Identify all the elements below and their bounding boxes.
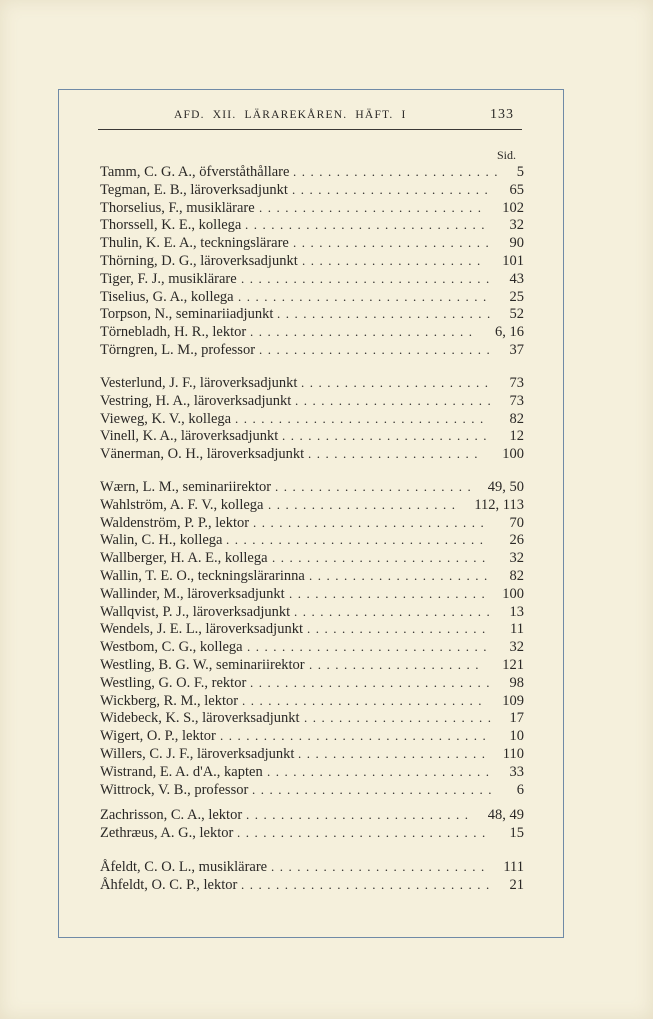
leader-dots: ....................... (293, 235, 495, 251)
entry-page: 102 (502, 199, 524, 216)
entry-name: Tegman, E. B., läroverksadjunkt (100, 181, 288, 198)
entry-page: 25 (509, 288, 524, 305)
entry-page: 6, 16 (495, 324, 524, 341)
index-entry (100, 199, 524, 217)
leader-dots: ..................... (302, 253, 486, 268)
entry-page: 73 (509, 392, 524, 409)
entry-name: Åfeldt, C. O. L., musiklärare (100, 859, 268, 875)
entry-page: 112, 113 (474, 496, 524, 513)
entry-name: Vestring, H. A., läroverksadjunkt (100, 392, 292, 409)
leader-dots: ...................... (298, 746, 491, 761)
index-entry (100, 163, 524, 181)
leader-dots: ............................ (247, 639, 492, 655)
leader-dots: ............................. (238, 288, 492, 304)
leader-dots: .......................... (250, 324, 478, 340)
entry-name: Vieweg, K. V., kollega (100, 410, 232, 427)
entry-name: Westbom, C. G., kollega (100, 639, 243, 656)
entry-page: 10 (509, 728, 524, 745)
index-entry (100, 270, 524, 288)
entry-page: 33 (509, 763, 524, 780)
entry-name: Törnebladh, H. R., lektor (100, 324, 247, 341)
index-entry (100, 531, 524, 549)
leader-dots: ....................... (294, 603, 496, 619)
entry-page: 13 (509, 603, 524, 620)
entry-name: Wallin, T. E. O., teckningslärarinna (100, 568, 305, 584)
leader-dots: ............................... (220, 728, 492, 744)
entry-name: Wittrock, V. B., professor (100, 781, 249, 798)
entry-name: Vesterlund, J. F., läroverksadjunkt (100, 375, 298, 391)
index-entry (100, 692, 524, 710)
entry-page: 73 (509, 375, 524, 391)
entry-page: 100 (502, 585, 524, 602)
entry-page: 49, 50 (487, 479, 524, 495)
index-entry (100, 496, 524, 514)
entry-name: Walin, C. H., kollega (100, 532, 223, 549)
leader-dots: ......................... (272, 550, 491, 566)
index-entry (100, 567, 524, 585)
entry-page: 101 (502, 253, 524, 269)
leader-dots: ........................ (282, 428, 492, 444)
entry-page: 82 (509, 410, 524, 427)
entry-name: Wærn, L. M., seminariirektor (100, 479, 272, 495)
index-entry (100, 181, 524, 199)
entry-page: 6 (516, 781, 524, 798)
page-column-label: Sid. (497, 148, 517, 162)
index-entry (100, 656, 524, 674)
leader-dots: ............................ (252, 781, 497, 797)
entry-page: 15 (509, 824, 524, 841)
entry-name: Widebeck, K. S., läroverksadjunkt (100, 710, 300, 727)
leader-dots: ............................ (242, 692, 487, 708)
entry-page: 12 (509, 428, 524, 445)
leader-dots: ......................... (277, 306, 496, 322)
leader-dots: ............................ (245, 217, 490, 233)
entry-page: 48, 49 (487, 807, 524, 823)
entry-name: Westling, B. G. W., seminariirektor (100, 657, 305, 673)
entry-name: Zachrisson, C. A., lektor (100, 807, 243, 823)
index-entry (100, 876, 524, 894)
entry-page: 109 (502, 692, 524, 709)
entry-name: Westling, G. O. F., rektor (100, 674, 247, 691)
leader-dots: ...................... (304, 710, 497, 726)
entry-page: 17 (509, 710, 524, 727)
index-entry (100, 806, 524, 824)
entry-name: Wallqvist, P. J., läroverksadjunkt (100, 603, 291, 620)
leader-dots: ...................... (268, 496, 461, 512)
leader-dots: ..................... (309, 568, 493, 583)
entry-page: 65 (509, 181, 524, 198)
index-entry (100, 323, 524, 341)
leader-dots: .................... (309, 657, 484, 672)
index-entry (100, 288, 524, 306)
index-entry (100, 305, 524, 323)
index-entry (100, 603, 524, 621)
entry-page: 111 (503, 859, 524, 875)
entry-page: 26 (509, 532, 524, 549)
index-entry (100, 252, 524, 270)
leader-dots: .............................. (226, 532, 489, 548)
leader-dots: ............................. (237, 824, 491, 840)
index-entry (100, 824, 524, 842)
index-entry (100, 585, 524, 603)
entry-page: 37 (509, 342, 524, 358)
running-title: AFD. XII. LÄRAREKÅREN. HÄFT. I (174, 109, 407, 121)
leader-dots: ...................... (301, 375, 494, 390)
entry-name: Willers, C. J. F., läroverksadjunkt (100, 746, 295, 762)
index-entry (100, 514, 524, 532)
leader-dots: ........................... (253, 514, 490, 530)
leader-dots: ........................... (259, 342, 496, 357)
entry-page: 110 (502, 746, 524, 762)
index-entry (100, 445, 524, 463)
entry-page: 32 (509, 217, 524, 234)
leader-dots: .......................... (246, 807, 474, 822)
entry-page: 82 (509, 568, 524, 584)
leader-dots: ..................... (307, 621, 491, 637)
leader-dots: ............................. (241, 876, 495, 892)
entry-name: Törngren, L. M., professor (100, 342, 256, 358)
entry-page: 100 (502, 446, 524, 463)
entry-name: Wallberger, H. A. E., kollega (100, 550, 268, 567)
index-entry (100, 727, 524, 745)
entry-name: Tiger, F. J., musiklärare (100, 270, 237, 287)
entry-page: 90 (509, 235, 524, 252)
entry-name: Wistrand, E. A. d'A., kapten (100, 763, 263, 780)
index-entry (100, 709, 524, 727)
leader-dots: .................... (308, 446, 483, 462)
leader-dots: ....................... (292, 181, 494, 197)
leader-dots: ....................... (295, 392, 497, 408)
entry-name: Tiselius, G. A., kollega (100, 288, 234, 305)
leader-dots: ........................ (293, 164, 503, 179)
index-entry (100, 427, 524, 445)
leader-dots: ....................... (289, 585, 491, 601)
leader-dots: ............................. (235, 410, 489, 426)
index-entry (100, 858, 524, 876)
index-entry (100, 638, 524, 656)
leader-dots: .......................... (267, 763, 495, 779)
index-entry (100, 234, 524, 252)
running-header (98, 107, 522, 130)
entry-page: 32 (509, 550, 524, 567)
entry-name: Tamm, C. G. A., öfverståthållare (100, 164, 290, 180)
entry-page: 21 (509, 876, 524, 893)
entry-page: 121 (502, 657, 524, 673)
index-entry (100, 374, 524, 392)
index-entry (100, 549, 524, 567)
index-entry (100, 620, 524, 638)
entry-name: Thulin, K. E. A., teckningslärare (100, 235, 289, 252)
entry-page: 32 (509, 639, 524, 656)
entry-name: Wahlström, A. F. V., kollega (100, 496, 264, 513)
entry-name: Torpson, N., seminariiadjunkt (100, 306, 274, 323)
index-entry (100, 216, 524, 234)
entry-name: Thorssell, K. E., kollega (100, 217, 242, 234)
entry-name: Thorselius, F., musiklärare (100, 199, 255, 216)
entry-name: Wallinder, M., läroverksadjunkt (100, 585, 285, 602)
entry-page: 70 (509, 514, 524, 531)
entry-page: 5 (516, 164, 524, 180)
index-entry (100, 341, 524, 359)
index-entry (100, 763, 524, 781)
entry-page: 11 (510, 621, 524, 638)
index-entry (100, 410, 524, 428)
leader-dots: ............................. (241, 270, 495, 286)
entry-page: 52 (509, 306, 524, 323)
entry-name: Zethræus, A. G., lektor (100, 824, 234, 841)
entry-page: 98 (509, 674, 524, 691)
index-entry (100, 781, 524, 799)
entry-name: Vinell, K. A., läroverksadjunkt (100, 428, 279, 445)
index-entry (100, 745, 524, 763)
leader-dots: .......................... (259, 199, 487, 215)
index-entry (100, 392, 524, 410)
entry-name: Wickberg, R. M., lektor (100, 692, 239, 709)
entry-name: Thörning, D. G., läroverksadjunkt (100, 253, 298, 269)
entry-name: Åhfeldt, O. C. P., lektor (100, 876, 238, 893)
leader-dots: ......................... (271, 859, 490, 874)
index-entry (100, 674, 524, 692)
entry-name: Wigert, O. P., lektor (100, 728, 216, 745)
entry-page: 43 (509, 270, 524, 287)
page-number: 133 (490, 107, 514, 122)
index-entry (100, 478, 524, 496)
entry-name: Wendels, J. E. L., läroverksadjunkt (100, 621, 303, 638)
entry-name: Vänerman, O. H., läroverksadjunkt (100, 446, 305, 463)
leader-dots: ............................ (250, 674, 495, 690)
entry-name: Waldenström, P. P., lektor (100, 514, 250, 531)
leader-dots: ....................... (275, 479, 477, 494)
